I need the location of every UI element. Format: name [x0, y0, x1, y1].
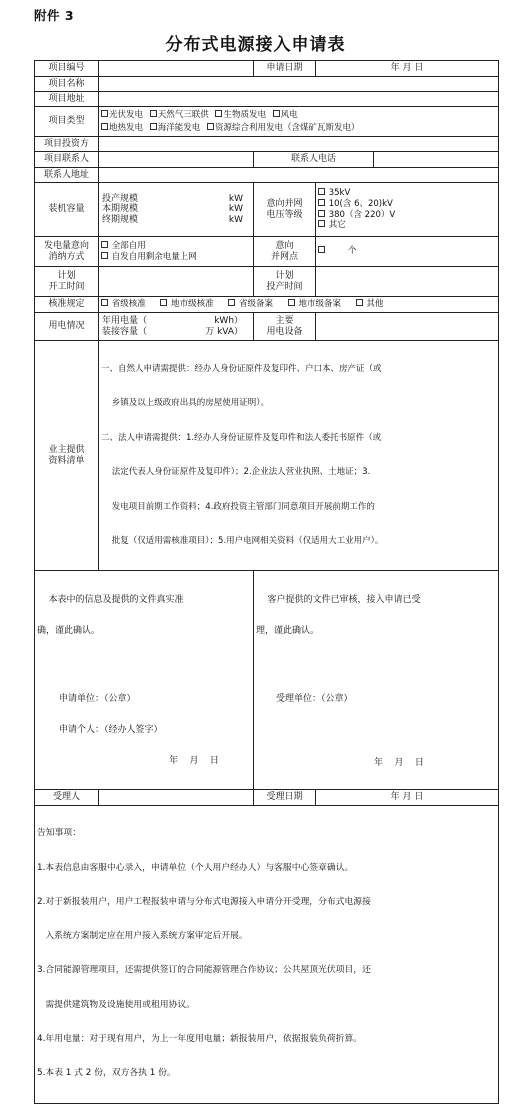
voltage-option[interactable]: 其它: [318, 220, 496, 231]
installed-capacity-field[interactable]: 装接容量（ 万 kVA）: [102, 326, 244, 337]
type-option[interactable]: 风电: [273, 110, 298, 120]
consumption-label: 发电量意向 消纳方式: [35, 237, 99, 267]
project-name-label: 项目名称: [35, 77, 99, 92]
checkbox-icon: [318, 199, 325, 206]
voltage-option[interactable]: 380（含 220）V: [318, 210, 496, 221]
receiver-field[interactable]: [99, 789, 254, 805]
application-form-table: [34, 60, 499, 1104]
equipment-label: 主要 用电设备: [254, 313, 316, 341]
voltage-options: [316, 183, 499, 237]
row-usage: [35, 313, 499, 341]
start-time-label: 计划 开工时间: [35, 267, 99, 297]
type-option[interactable]: 地热发电: [101, 123, 143, 133]
capacity-item[interactable]: 终期规模 kW: [102, 214, 244, 225]
approval-option[interactable]: 省级核准: [101, 299, 146, 309]
approval-label: 核准规定: [35, 297, 99, 313]
approval-option[interactable]: 地市级备案: [288, 299, 341, 309]
annual-usage-field[interactable]: 年用电量（ kWh）: [102, 316, 244, 327]
checkbox-icon: [273, 110, 280, 117]
row-materials: [35, 341, 499, 571]
project-address-field[interactable]: [99, 92, 499, 107]
applicant-unit-seal[interactable]: 申请单位：（公章）: [59, 693, 136, 704]
capacity-item[interactable]: 投产规模 kW: [102, 193, 244, 204]
usage-label: 用电情况: [35, 313, 99, 341]
voltage-label: 意向并网 电压等级: [254, 183, 316, 237]
voltage-option[interactable]: 35kV: [318, 188, 496, 199]
checkbox-icon: [150, 123, 157, 130]
receiver-label: 受理人: [35, 789, 99, 805]
consumption-options: [99, 237, 254, 267]
type-option[interactable]: 天然气三联供: [150, 110, 209, 120]
checkbox-icon: [356, 299, 363, 306]
checkbox-icon: [288, 299, 295, 306]
start-time-field[interactable]: [99, 267, 254, 297]
contact-field[interactable]: [99, 152, 254, 168]
row-consumption: [35, 237, 499, 267]
production-time-field[interactable]: [316, 267, 499, 297]
materials-line: 乡镇及以上级政府出具的房屋使用证明）。: [101, 398, 270, 409]
materials-label: 业主提供 资料清单: [35, 341, 99, 571]
notes-heading: 告知事项：: [37, 828, 81, 839]
checkbox-icon: [101, 110, 108, 117]
receive-date-field[interactable]: 年 月 日: [316, 789, 499, 805]
capacity-label: 装机容量: [35, 183, 99, 237]
project-type-label: 项目类型: [35, 107, 99, 137]
row-approval: [35, 297, 499, 313]
apply-date-label: 申请日期: [254, 61, 316, 77]
contact-address-label: 联系人地址: [35, 168, 99, 183]
project-no-label: 项目编号: [35, 61, 99, 77]
checkbox-icon: [318, 188, 325, 195]
annex-label: 附件 3: [34, 8, 75, 23]
checkbox-icon: [150, 110, 157, 117]
type-option[interactable]: 海洋能发电: [150, 123, 201, 133]
acceptor-declaration: 客户提供的文件已审核，接入申请已受 理，谨此确认。 受理单位：（公章） 年 月 日: [254, 571, 499, 789]
project-address-label: 项目地址: [35, 92, 99, 107]
materials-line: 二、法人申请需提供：1.经办人身份证原件及复印件和法人委托书原件（或: [101, 432, 382, 443]
materials-line: 法定代表人身份证原件及复印件）；2.企业法人营业执照、土地证；3.: [101, 467, 371, 478]
acceptor-date[interactable]: 年 月 日: [374, 757, 424, 768]
note-line: 需提供建筑物及设施使用或租用协议。: [37, 999, 195, 1010]
row-project-type: [35, 107, 499, 137]
row-project-no: [35, 61, 499, 77]
row-receiver: [35, 789, 499, 805]
approval-option[interactable]: 其他: [356, 299, 384, 309]
row-schedule: [35, 267, 499, 297]
approval-options: [99, 297, 499, 313]
applicant-declaration: 本表中的信息及提供的文件真实准 确，谨此确认。 申请单位：（公章） 申请个人：（经办人签字） 年 月 日: [35, 571, 254, 789]
capacity-item[interactable]: 本期规模 kW: [102, 204, 244, 215]
row-project-address: [35, 92, 499, 107]
checkbox-icon: [207, 123, 214, 130]
note-line: 2.对于新报装用户，用户工程报装申请与分布式电源接入申请分开受理，分布式电源接: [37, 896, 371, 907]
checkbox-icon: [101, 241, 108, 248]
contact-address-field[interactable]: [99, 168, 499, 183]
apply-date-field[interactable]: 年 月 日: [316, 61, 499, 77]
note-line: 3.合同能源管理项目，还需提供签订的合同能源管理合作协议；公共屋顶光伏项目，还: [37, 965, 371, 976]
contact-phone-label: 联系人电话: [254, 152, 374, 168]
type-option[interactable]: 生物质发电: [215, 110, 266, 120]
equipment-field[interactable]: [316, 313, 499, 341]
row-contact: [35, 152, 499, 168]
applicant-signature[interactable]: 申请个人：（经办人签字）: [59, 724, 163, 735]
project-name-field[interactable]: [99, 77, 499, 92]
materials-line: 发电项目前期工作资料；4.政府投资主管部门同意项目开展前期工作的: [101, 501, 375, 512]
capacity-values: [99, 183, 254, 237]
note-line: 入系统方案制定应在用户接入系统方案审定后开展。: [37, 931, 248, 942]
materials-list: [99, 341, 499, 571]
row-investor: [35, 137, 499, 152]
checkbox-icon: [318, 246, 325, 253]
notes-section: [35, 805, 499, 1103]
investor-label: 项目投资方: [35, 137, 99, 152]
note-line: 4.年用电量：对于现有用户，为上一年度用电量；新报装用户，依据报装负荷折算。: [37, 1034, 363, 1044]
project-type-options: [99, 107, 499, 137]
checkbox-icon: [101, 252, 108, 259]
type-option[interactable]: 资源综合利用发电（含煤矿瓦斯发电）: [207, 123, 360, 133]
checkbox-icon: [318, 210, 325, 217]
row-capacity: [35, 183, 499, 237]
checkbox-icon: [228, 299, 235, 306]
receive-date-label: 受理日期: [254, 789, 316, 805]
usage-values: [99, 313, 254, 341]
checkbox-icon: [101, 123, 108, 130]
project-no-field[interactable]: [99, 61, 254, 77]
checkbox-icon: [101, 299, 108, 306]
materials-line: 批复（仅适用需核准项目）；5.用户电网相关资料（仅适用大工业用户）。: [101, 535, 384, 546]
note-line: 1.本表信息由客服中心录入，申请单位（个人用户经办人）与客服中心签章确认。: [37, 862, 354, 873]
consumption-option[interactable]: 自发自用剩余电量上网: [101, 252, 251, 263]
acceptor-unit-seal[interactable]: 受理单位：（公章）: [276, 693, 353, 704]
row-project-name: [35, 77, 499, 92]
approval-option[interactable]: 省级备案: [228, 299, 273, 309]
type-option[interactable]: 光伏发电: [101, 110, 143, 120]
grid-point-field[interactable]: 个: [316, 237, 499, 267]
checkbox-icon: [160, 299, 167, 306]
applicant-date[interactable]: 年 月 日: [169, 755, 219, 766]
grid-point-label: 意向 并网点: [254, 237, 316, 267]
voltage-option[interactable]: 10(含 6、20)kV: [318, 199, 496, 210]
form-title: 分布式电源接入申请表: [165, 35, 346, 55]
production-time-label: 计划 投产时间: [254, 267, 316, 297]
contact-phone-field[interactable]: [374, 152, 499, 168]
row-contact-address: [35, 168, 499, 183]
checkbox-icon: [215, 110, 222, 117]
approval-option[interactable]: 地市级核准: [160, 299, 213, 309]
note-line: 5.本表 1 式 2 份，双方各执 1 份。: [37, 1068, 176, 1079]
contact-label: 项目联系人: [35, 152, 99, 168]
consumption-option[interactable]: 全部自用: [101, 241, 251, 252]
row-declaration: [35, 571, 499, 789]
checkbox-icon: [318, 220, 325, 227]
materials-line: 一、自然人申请需提供：经办人身份证原件及复印件、户口本、房产证（或: [101, 363, 382, 374]
row-notes: [35, 805, 499, 1103]
investor-field[interactable]: [99, 137, 499, 152]
